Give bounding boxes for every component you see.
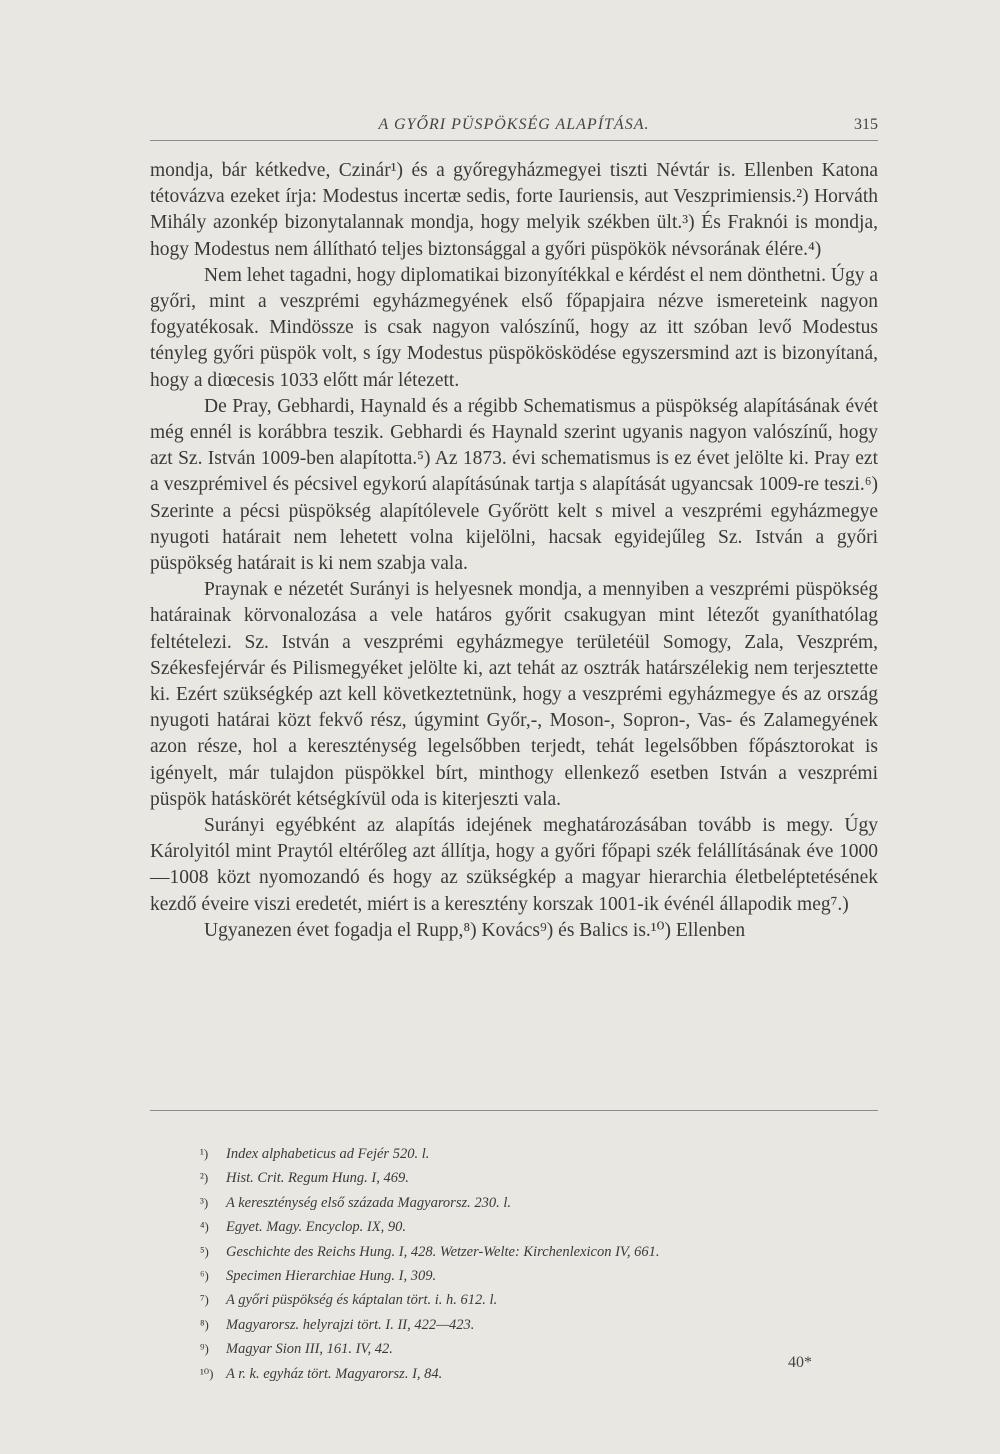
footnote-number: ⁵): [200, 1243, 209, 1259]
footnote: [200, 1313, 850, 1337]
page-number: 315: [854, 116, 878, 133]
footnote-number: ³): [200, 1194, 209, 1210]
main-text: [150, 158, 878, 944]
footnote-text: A r. k. egyház tört. Magyarorsz. I, 84.: [226, 1365, 443, 1382]
footnote-divider: [150, 1110, 878, 1111]
paragraph: Praynak e nézetét Surányi is helyesnek mondja, a mennyiben a veszprémi püspökség határainak körvonalozása a vele határos győrit csakugyan mint létezőt gyaníthatólag feltételezi. Sz. István a veszprémi egyházmegye területéül Somogy, Zala, Veszprém, Székesfejérvár és Pilismegyéket jelölte ki, azt tehát az osztrák határszélekig nem terjesztette ki. Ezért szükségkép azt kell következtetnünk, hogy a veszprémi egyházmegye és az ország nyugoti határai közt fekvő rész, úgymint Győr,-, Moson-, Sopron-, Vas- és Zalamegyének azon része, hol a kereszténység legelsőbben terjedt, tehát legelsőbben főpásztorokat is igényelt, már tulajdon püspökkel bírt, minthogy ellenkező esetben István a veszprémi püspök hatáskörét kétségkívül oda is kiterjeszti vala.: [150, 579, 878, 810]
paragraph: mondja, bár kétkedve, Czinár¹) és a győregyházmegyei tiszti Névtár is. Ellenben Katona tétovázva ezeket írja: Modestus incertæ sedis, forte Iauriensis, aut Veszprimiensis.²) Horváth Mihály azonkép bizonytalannak mondja, hogy melyik székben ült.³) És Fraknói is mondja, hogy Modestus nem állítható teljes biztonsággal a győri püspökök névsorának élére.⁴): [150, 160, 878, 260]
paragraph: Nem lehet tagadni, hogy diplomatikai bizonyítékkal e kérdést el nem dönthetni. Úgy a győri, mint a veszprémi egyházmegyének első főpapjaira nézve ismereteink nagyon fogyatékosak. Mindössze is csak nagyon valószínű, hogy az itt szóban levő Modestus tényleg győri püspök volt, s így Modestus püspökösködése egyszersmind azt is bizonyítaná, hogy a diœcesis 1033 előtt már létezett.: [150, 264, 878, 391]
footnotes: [200, 1142, 850, 1386]
footnote-number: ⁶): [200, 1268, 209, 1284]
footnote: [200, 1362, 850, 1386]
running-title: A GYŐRI PÜSPÖKSÉG ALAPÍTÁSA.: [378, 116, 650, 133]
footnote-text: Index alphabeticus ad Fejér 520. l.: [226, 1146, 430, 1162]
footnote-number: ⁸): [200, 1316, 209, 1332]
footnote: [200, 1215, 850, 1239]
footnote-number: ⁷): [200, 1292, 209, 1308]
footnote-text: Geschichte des Reichs Hung. I, 428. Wetzer-Welte: Kirchenlexicon IV, 661.: [226, 1243, 660, 1260]
footnote-text: Magyarorsz. helyrajzi tört. I. II, 422—423.: [226, 1316, 475, 1333]
paragraph: Surányi egyébként az alapítás idejének meghatározásában tovább is megy. Úgy Károlyitól mint Praytól eltérőleg azt állítja, hogy a győri főpapi szék felállításának éve 1000—1008 közt nyomozandó és hogy az szükségkép a magyar hierarchia életbeléptetésének kezdő éveire viszi eredetét, miért is a keresztény korszak 1001-ik événél állapodik meg⁷.): [150, 815, 878, 915]
footnote-text: Specimen Hierarchiae Hung. I, 309.: [226, 1268, 437, 1285]
footnote-number: ¹⁰): [200, 1365, 214, 1381]
footnote-text: Hist. Crit. Regum Hung. I, 469.: [226, 1170, 409, 1187]
signature-mark: 40*: [788, 1354, 812, 1371]
paragraph: Ugyanezen évet fogadja el Rupp,⁸) Kovács⁹) és Balics is.¹⁰) Ellenben: [204, 919, 746, 941]
footnote-text: A kereszténység első százada Magyarorsz. 230. l.: [226, 1194, 512, 1211]
footnote: [200, 1142, 850, 1166]
footnote: [200, 1240, 850, 1264]
footnote-number: ²): [200, 1170, 209, 1186]
footnote-text: Egyet. Magy. Encyclop. IX, 90.: [226, 1219, 406, 1236]
footnote-text: Magyar Sion III, 161. IV, 42.: [226, 1341, 393, 1358]
footnote-text: A győri püspökség és káptalan tört. i. h. 612. l.: [226, 1292, 498, 1309]
footnote: [200, 1191, 850, 1215]
footnote-number: ⁹): [200, 1341, 209, 1357]
footnote: [200, 1264, 850, 1288]
running-head: [150, 114, 878, 141]
paragraph: De Pray, Gebhardi, Haynald és a régibb Schematismus a püspökség alapításának évét még ennél is korábbra teszik. Gebhardi és Haynald szerint ugyanis nagyon valószínű, hogy azt Sz. István 1009-ben alapította.⁵) Az 1873. évi schematismus is ez évet jelölte ki. Pray ezt a veszprémivel és pécsivel egykorú alapításúnak tartja s alapítását ugyancsak 1009-re teszi.⁶) Szerinte a pécsi püspökség alapítólevele Győrött kelt s mivel a veszprémi egyházmegye nyugoti határait nem lehetett volna kijelölni, hacsak egyidejűleg Sz. István a győri püspökség határait is ki nem szabja vala.: [150, 395, 878, 575]
footnote: [200, 1166, 850, 1190]
footnote: [200, 1288, 850, 1312]
footnote-number: ¹): [200, 1146, 209, 1161]
footnote: [200, 1337, 850, 1361]
footnote-number: ⁴): [200, 1219, 209, 1235]
